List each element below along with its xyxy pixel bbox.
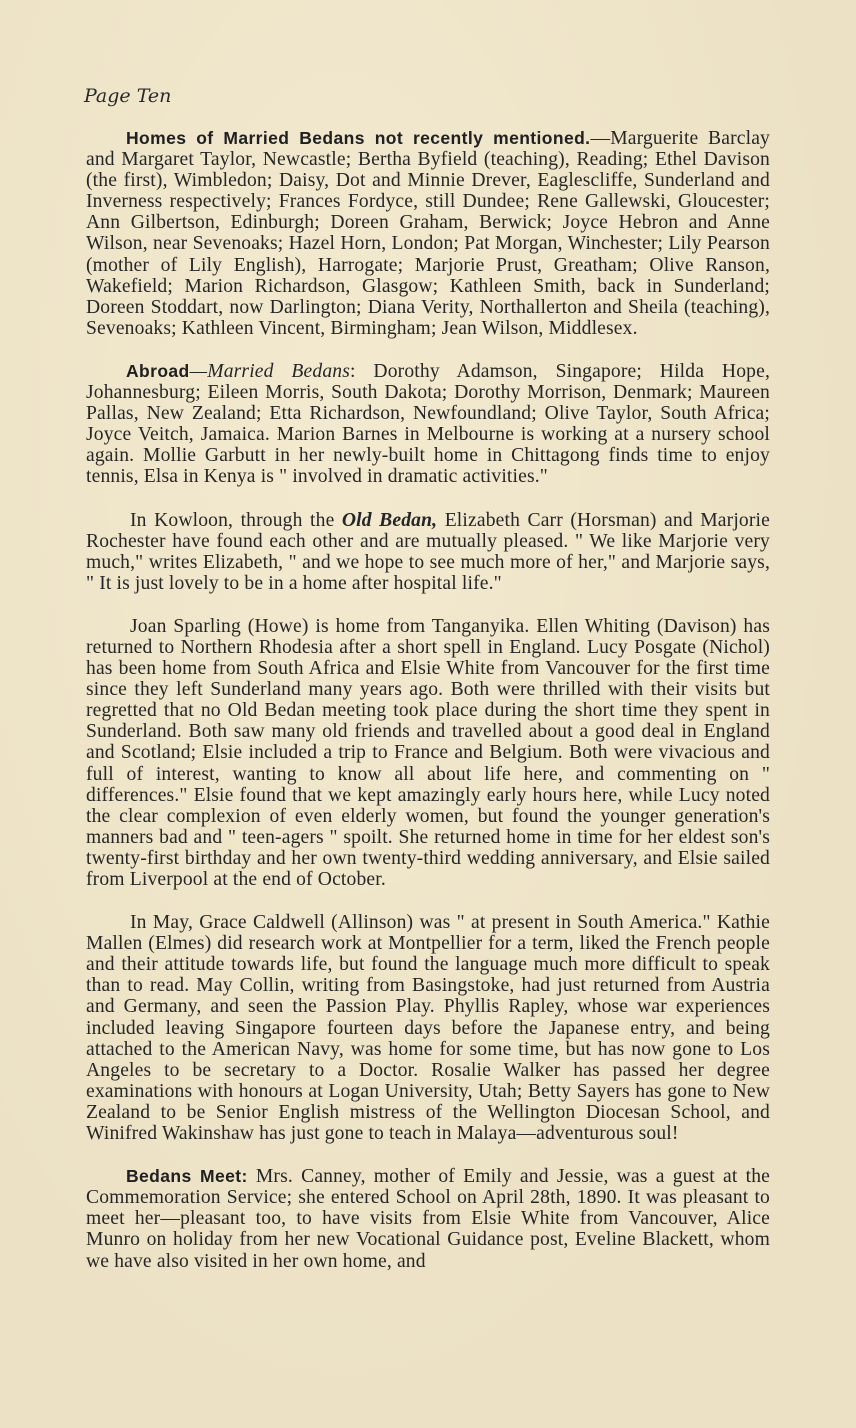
section-heading-homes: Homes of Married Bedans not recently mentioned. bbox=[126, 128, 591, 148]
paragraph-homes bbox=[86, 128, 770, 339]
paragraph-news bbox=[86, 912, 770, 1144]
paragraph-kowloon bbox=[86, 510, 770, 594]
paragraph-text: Joan Sparling (Howe) is home from Tanganyika. Ellen Whiting (Davison) has returned to Northern Rhodesia after a short spell in England. Lucy Posgate (Nichol) has been home from South Africa and Elsie White from Vancouver for the first time since they left Sunderland many years ago. Both were thrilled with their visits but regretted that no Old Bedan meeting took place during the short time they spent in Sunderland. Both saw many old friends and travelled about a good deal in England and Scotland; Elsie included a trip to France and Belgium. Both were vivacious and full of interest, wanting to know all about life here, and commenting on " differences." Elsie found that we kept amazingly early hours here, while Lucy noted the clear complexion of even elderly women, but found the younger generation's manners bad and " teen-agers " spoilt. She returned home in time for her eldest son's twenty-first birthday and her own twenty-third wedding anniversary, and Elsie sailed from Liverpool at the end of October. bbox=[86, 615, 770, 890]
section-heading-bedans-meet: Bedans Meet: bbox=[126, 1166, 248, 1187]
section-heading-abroad: Abroad bbox=[126, 360, 190, 381]
paragraph-text: In May, Grace Caldwell (Allinson) was " at present in South America." Kathie Mallen (Elmes) did research work at Montpellier for a term, liked the French people and their attitude towards life, but found the language much more difficult to speak than to read. May Collin, writing from Basingstoke, had just returned from Austria and Germany, and seen the Passion Play. Phyllis Rapley, whose war experiences included leaving Singapore fourteen days before the Japanese entry, and being attached to the American Navy, was home for some time, but has now gone to Los Angeles to be secretary to a Doctor. Rosalie Walker has passed her degree examinations with honours at Logan University, Utah; Betty Sayers has gone to New Zealand to be Senior English mistress of the Wellington Diocesan School, and Winifred Wakinshaw has just gone to teach in Malaya—adventurous soul! bbox=[86, 912, 770, 1145]
paragraph-text: —Marguerite Barclay and Margaret Taylor, Newcastle; Bertha Byfield (teaching), Reading; Ethel Davison (the first), Wimbledon; Daisy, Dot and Minnie Drever, Eaglescliffe, Sunderland and Inverness respectively; Frances Fordyce, still Dundee; Rene Gallewski, Gloucester; Ann Gilbertson, Edinburgh; Doreen Graham, Berwick; Joyce Hebron and Anne Wilson, near Sevenoaks; Hazel Horn, London; Pat Morgan, Winchester; Lily Pearson (mother of Lily English), Harrogate; Marjorie Prust, Greatham; Olive Ranson, Wakefield; Marion Richardson, Glasgow; Kathleen Smith, back in Sunderland; Doreen Stoddart, now Darlington; Diana Verity, Northallerton and Sheila (teaching), Sevenoaks; Kathleen Vincent, Birmingham; Jean Wilson, Middlesex. bbox=[86, 128, 770, 339]
paragraph-text: Mrs. Canney, mother of Emily and Jessie, was a guest at the Commemoration Service; she entered School on April 28th, 1890. It was pleasant to meet her—pleasant too, to have visits from Elsie White from Vancouver, Alice Munro on holiday from her new Vocational Guidance post, Eveline Blackett, whom we have also visited in her own home, and bbox=[86, 1166, 771, 1272]
paragraph-text: Elizabeth Carr (Horsman) and Marjorie Rochester have found each other and are mutually pleased. " We like Marjorie very much," writes Elizabeth, " and we hope to see much more of her," and Marjorie says, " It is just lovely to be in a home after hospital life." bbox=[86, 509, 770, 594]
paragraph-text-lead-in: In Kowloon, through the bbox=[130, 509, 342, 531]
italic-phrase: —Married Bedans bbox=[189, 360, 350, 382]
paragraph-visits bbox=[86, 616, 770, 890]
page-header: Page Ten bbox=[84, 85, 172, 107]
page-body bbox=[86, 128, 770, 1294]
publication-title: Old Bedan, bbox=[341, 509, 438, 531]
paragraph-abroad bbox=[86, 361, 770, 488]
paragraph-bedans-meet bbox=[86, 1166, 770, 1271]
paragraph-text: : Dorothy Adamson, Singapore; Hilda Hope, Johannesburg; Eileen Morris, South Dakota; Dorothy Morrison, Denmark; Maureen Pallas, New Zealand; Etta Richardson, Newfoundland; Olive Taylor, South Africa; Joyce Veitch, Jamaica. Marion Barnes in Melbourne is working at a nursery school again. Mollie Garbutt in her newly-built home in Chittagong finds time to enjoy tennis, Elsa in Kenya is " involved in dramatic activities." bbox=[86, 360, 770, 488]
